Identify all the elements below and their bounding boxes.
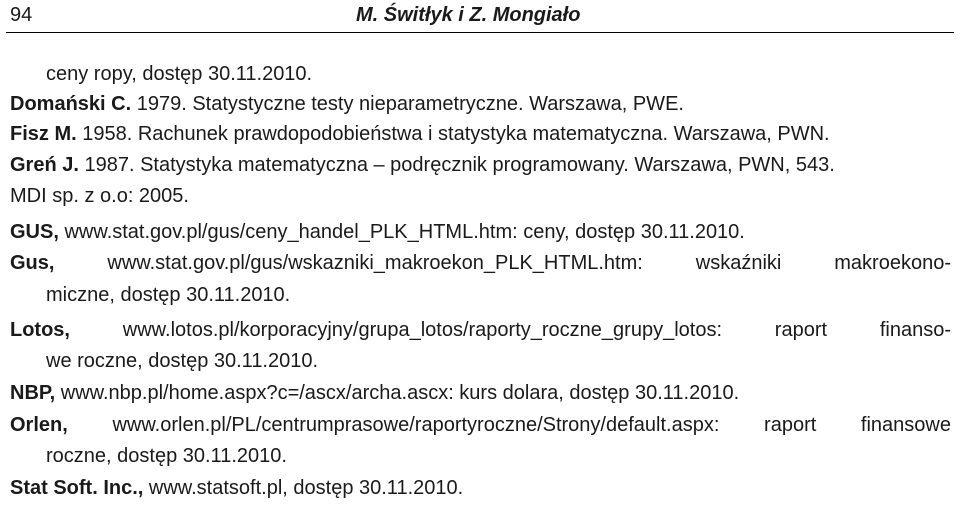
reference-orlen xyxy=(10,413,951,437)
reference-text: www.lotos.pl/korporacyjny/grupa_lotos/raporty_roczne_grupy_lotos: raport finanso- xyxy=(70,319,951,341)
reference-gus-wskazniki xyxy=(10,251,951,275)
reference-text: roczne, dostęp 30.11.2010. xyxy=(46,445,287,467)
reference-lotos-cont xyxy=(46,349,318,373)
reference-continuation xyxy=(46,62,312,86)
reference-author: Lotos, xyxy=(10,319,70,341)
reference-author: Domański C. xyxy=(10,93,132,115)
reference-text: 1979. Statystyczne testy nieparametryczne. Warszawa, PWE. xyxy=(131,93,684,115)
page-header xyxy=(0,0,960,34)
reference-mdi xyxy=(10,184,189,208)
reference-text: we roczne, dostęp 30.11.2010. xyxy=(46,350,319,372)
reference-author: Stat Soft. Inc., xyxy=(10,477,144,499)
reference-text: 1987. Statystyka matematyczna – podręcznik programowany. Warszawa, PWN, 543. xyxy=(78,154,835,176)
reference-text: MDI sp. z o.o: 2005. xyxy=(10,185,189,207)
reference-author: Greń J. xyxy=(10,154,79,176)
reference-text: 1958. Rachunek prawdopodobieństwa i statystyka matematyczna. Warszawa, PWN. xyxy=(76,123,830,145)
page-number: 94 xyxy=(10,4,33,26)
reference-lotos xyxy=(10,318,951,342)
reference-orlen-cont xyxy=(46,444,287,468)
reference-gus-wskazniki-cont xyxy=(46,283,290,307)
header-rule xyxy=(6,32,954,33)
reference-text: www.nbp.pl/home.aspx?c=/ascx/archa.ascx: kurs dolara, dostęp 30.11.2010. xyxy=(55,382,740,404)
reference-gren xyxy=(10,153,835,177)
reference-author: GUS, xyxy=(10,221,59,243)
reference-text: www.statsoft.pl, dostęp 30.11.2010. xyxy=(143,477,464,499)
reference-author: NBP, xyxy=(10,382,56,404)
reference-gus-ceny xyxy=(10,220,745,244)
reference-nbp xyxy=(10,381,739,405)
reference-author: Fisz M. xyxy=(10,123,77,145)
reference-text: www.stat.gov.pl/gus/wskazniki_makroekon_PLK_HTML.htm: wskaźniki makroekono- xyxy=(54,252,951,274)
reference-text: www.orlen.pl/PL/centrumprasowe/raportyroczne/Strony/default.aspx: raport finansowe xyxy=(67,414,951,436)
reference-author: Gus, xyxy=(10,252,55,274)
running-title: M. Świtłyk i Z. Mongiało xyxy=(356,4,581,26)
reference-fisz xyxy=(10,122,830,146)
reference-domanski xyxy=(10,92,684,116)
reference-text: ceny ropy, dostęp 30.11.2010. xyxy=(46,63,313,85)
reference-statsoft xyxy=(10,476,463,500)
reference-text: www.stat.gov.pl/gus/ceny_handel_PLK_HTML.htm: ceny, dostęp 30.11.2010. xyxy=(58,221,745,243)
reference-text: miczne, dostęp 30.11.2010. xyxy=(46,284,291,306)
reference-author: Orlen, xyxy=(10,414,68,436)
